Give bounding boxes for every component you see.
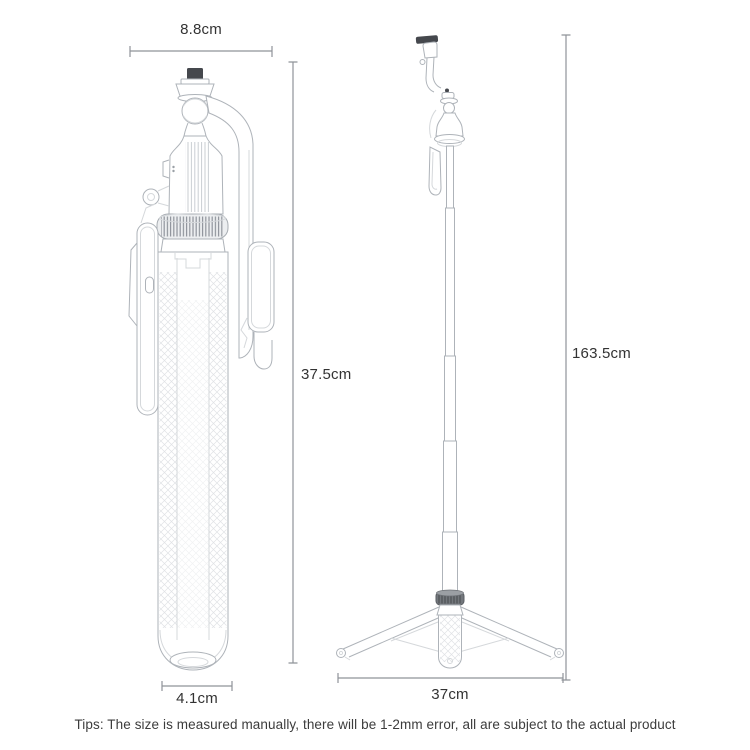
folded-tripod-leg	[129, 204, 158, 415]
folded-device-illustration	[129, 68, 274, 670]
dim-label-folded-width: 8.8cm	[180, 21, 222, 38]
ball-head	[182, 98, 208, 124]
dim-line-extended-height	[562, 35, 571, 680]
locking-collar	[436, 590, 464, 605]
handle	[158, 252, 228, 670]
hinge-joint	[143, 186, 169, 206]
tripod-foot-right	[555, 649, 564, 658]
dim-line-extended-base	[338, 673, 563, 683]
tripod-foot-left	[337, 649, 346, 658]
dim-label-extended-height: 163.5cm	[572, 345, 631, 362]
phone-clamp	[416, 35, 441, 92]
tips-disclaimer: Tips: The size is measured manually, there will be 1-2mm error, all are subject to the actual product	[74, 717, 676, 732]
mount-screw	[187, 68, 203, 80]
knurled-ring	[157, 214, 228, 240]
gimbal-head	[430, 89, 465, 147]
dim-line-folded-width	[130, 46, 272, 57]
dim-line-folded-height	[289, 62, 298, 663]
tripod-base	[337, 590, 564, 668]
dim-label-extended-base: 37cm	[431, 686, 469, 703]
dim-label-folded-height: 37.5cm	[301, 366, 352, 383]
rear-clamp-hook	[429, 147, 441, 195]
gimbal-motor-body	[163, 136, 223, 214]
telescopic-pole	[443, 146, 458, 594]
extended-device-illustration	[337, 35, 564, 668]
dim-label-folded-base: 4.1cm	[176, 690, 218, 707]
